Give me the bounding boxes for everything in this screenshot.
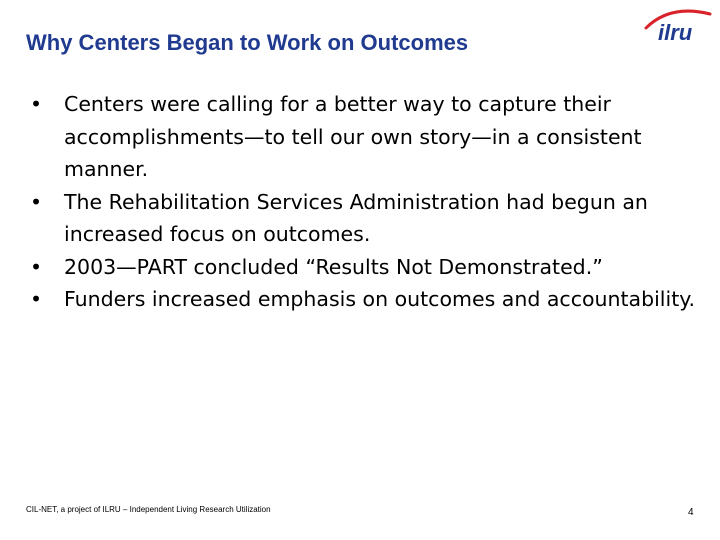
bullet-list xyxy=(30,88,698,316)
bullet-text: Centers were calling for a better way to capture their accomplishments—to tell our own story—in a consistent manner. xyxy=(64,92,642,181)
logo-text: ilru xyxy=(658,20,693,44)
bullet-item xyxy=(30,283,698,316)
bullet-item xyxy=(30,251,698,284)
bullet-item xyxy=(30,88,698,186)
bullet-text: Funders increased emphasis on outcomes and accountability. xyxy=(64,287,695,311)
bullet-text: The Rehabilitation Services Administration had begun an increased focus on outcomes. xyxy=(64,189,648,246)
footer-credit: CIL-NET, a project of ILRU – Independent Living Research Utilization xyxy=(26,505,271,514)
slide-title: Why Centers Began to Work on Outcomes xyxy=(26,30,469,55)
bullet-text: 2003—PART concluded “Results Not Demonstrated.” xyxy=(64,254,603,279)
bullet-marker: • xyxy=(30,189,43,214)
bullet-marker: • xyxy=(30,287,43,311)
bullet-marker: • xyxy=(30,92,43,116)
ilru-logo xyxy=(640,8,718,44)
bullet-marker: • xyxy=(30,254,43,279)
bullet-item xyxy=(30,186,698,251)
page-number: 4 xyxy=(688,507,694,518)
